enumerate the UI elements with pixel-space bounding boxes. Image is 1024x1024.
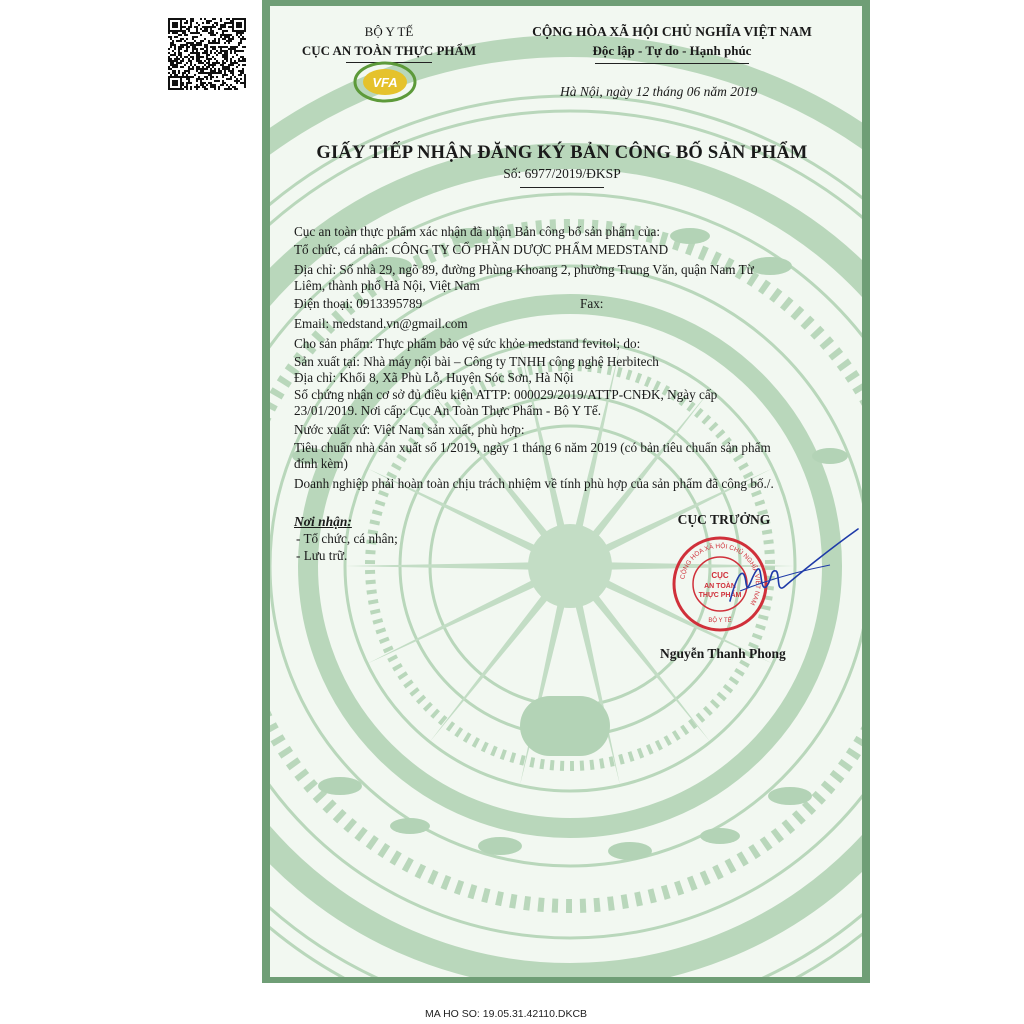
stamp-center-line-3: THỰC PHẨM [698, 592, 742, 599]
vfa-logo-text: VFA [372, 75, 398, 90]
phone-line: Điện thoại: 0913395789 [294, 296, 423, 311]
department-name: CỤC AN TOÀN THỰC PHẨM [301, 43, 477, 58]
document-number: Số: 6977/2019/ĐKSP [503, 166, 621, 181]
recipients-heading: Nơi nhận: [294, 514, 352, 529]
right-header-rule [595, 63, 749, 64]
certificate-paper [270, 6, 862, 977]
national-motto: Độc lập - Tự do - Hạnh phúc [592, 43, 752, 58]
vfa-logo [352, 60, 418, 104]
producer-address-line: Địa chỉ: Khối 8, Xã Phù Lỗ, Huyện Sóc Sơn, Hà Nội [294, 370, 574, 385]
place-date: Hà Nội, ngày 12 tháng 06 năm 2019 [560, 84, 758, 99]
origin-line: Nước xuất xứ: Việt Nam sản xuất, phù hợp: [294, 422, 525, 437]
signer-name: Nguyễn Thanh Phong [660, 646, 786, 661]
email-line: Email: medstand.vn@gmail.com [294, 316, 468, 331]
qr-code [168, 18, 246, 90]
certificate-line-2: 23/01/2019. Nơi cấp: Cục An Toàn Thực Phẩm - Bộ Y Tế. [294, 403, 602, 418]
handwritten-signature [710, 521, 860, 621]
document-title: GIẤY TIẾP NHẬN ĐĂNG KÝ BẢN CÔNG BỐ SẢN PHẨM [316, 143, 808, 163]
address-line-2: Liêm, thành phố Hà Nội, Việt Nam [294, 278, 480, 293]
intro-line: Cục an toàn thực phẩm xác nhận đã nhận Bản công bố sản phẩm của: [294, 224, 661, 239]
stamp-center-line-2: AN TOÀN [704, 583, 736, 590]
certificate-sheet [262, 0, 870, 983]
certificate-line-1: Số chứng nhận cơ sở đủ điều kiện ATTP: 000029/2019/ATTP-CNĐK, Ngày cấp [294, 387, 718, 402]
producer-line: Sản xuất tại: Nhà máy nội bài – Công ty TNHH công nghệ Herbitech [294, 354, 659, 369]
nation-name: CỘNG HÒA XÃ HỘI CHỦ NGHĨA VIỆT NAM [532, 24, 812, 39]
address-line-1: Địa chỉ: Số nhà 29, ngõ 89, đường Phùng Khoang 2, phường Trung Văn, quận Nam Từ [294, 262, 754, 277]
product-line: Cho sản phẩm: Thực phẩm bảo vệ sức khỏe medstand fevitol; do: [294, 336, 641, 351]
stamp-bottom-text: BỘ Y TẾ [708, 618, 732, 624]
responsibility-line: Doanh nghiệp phải hoàn toàn chịu trách nhiệm về tính phù hợp của sản phẩm đã công bố./. [294, 476, 774, 491]
standard-line-2: đính kèm) [294, 456, 348, 471]
dossier-code: MA HO SO: 19.05.31.42110.DKCB [425, 1008, 588, 1020]
signer-title: CỤC TRƯỞNG [677, 512, 771, 527]
recipient-item: - Lưu trữ. [296, 548, 348, 563]
number-underline [520, 187, 604, 188]
fax-line: Fax: [580, 296, 604, 311]
stamp-center-line-1: CỤC [711, 571, 729, 580]
organization-line: Tổ chức, cá nhân: CÔNG TY CỔ PHẦN DƯỢC PHẨM MEDSTAND [294, 242, 669, 257]
recipient-item: - Tổ chức, cá nhân; [296, 531, 398, 546]
ministry-name: BỘ Y TẾ [364, 24, 414, 39]
stamp-ring-text: CỘNG HÒA XÃ HỘI CHỦ NGHĨA VIỆT NAM [679, 542, 762, 607]
standard-line-1: Tiêu chuẩn nhà sản xuất số 1/2019, ngày 1 tháng 6 năm 2019 (có bản tiêu chuẩn sản phẩm [294, 440, 771, 455]
